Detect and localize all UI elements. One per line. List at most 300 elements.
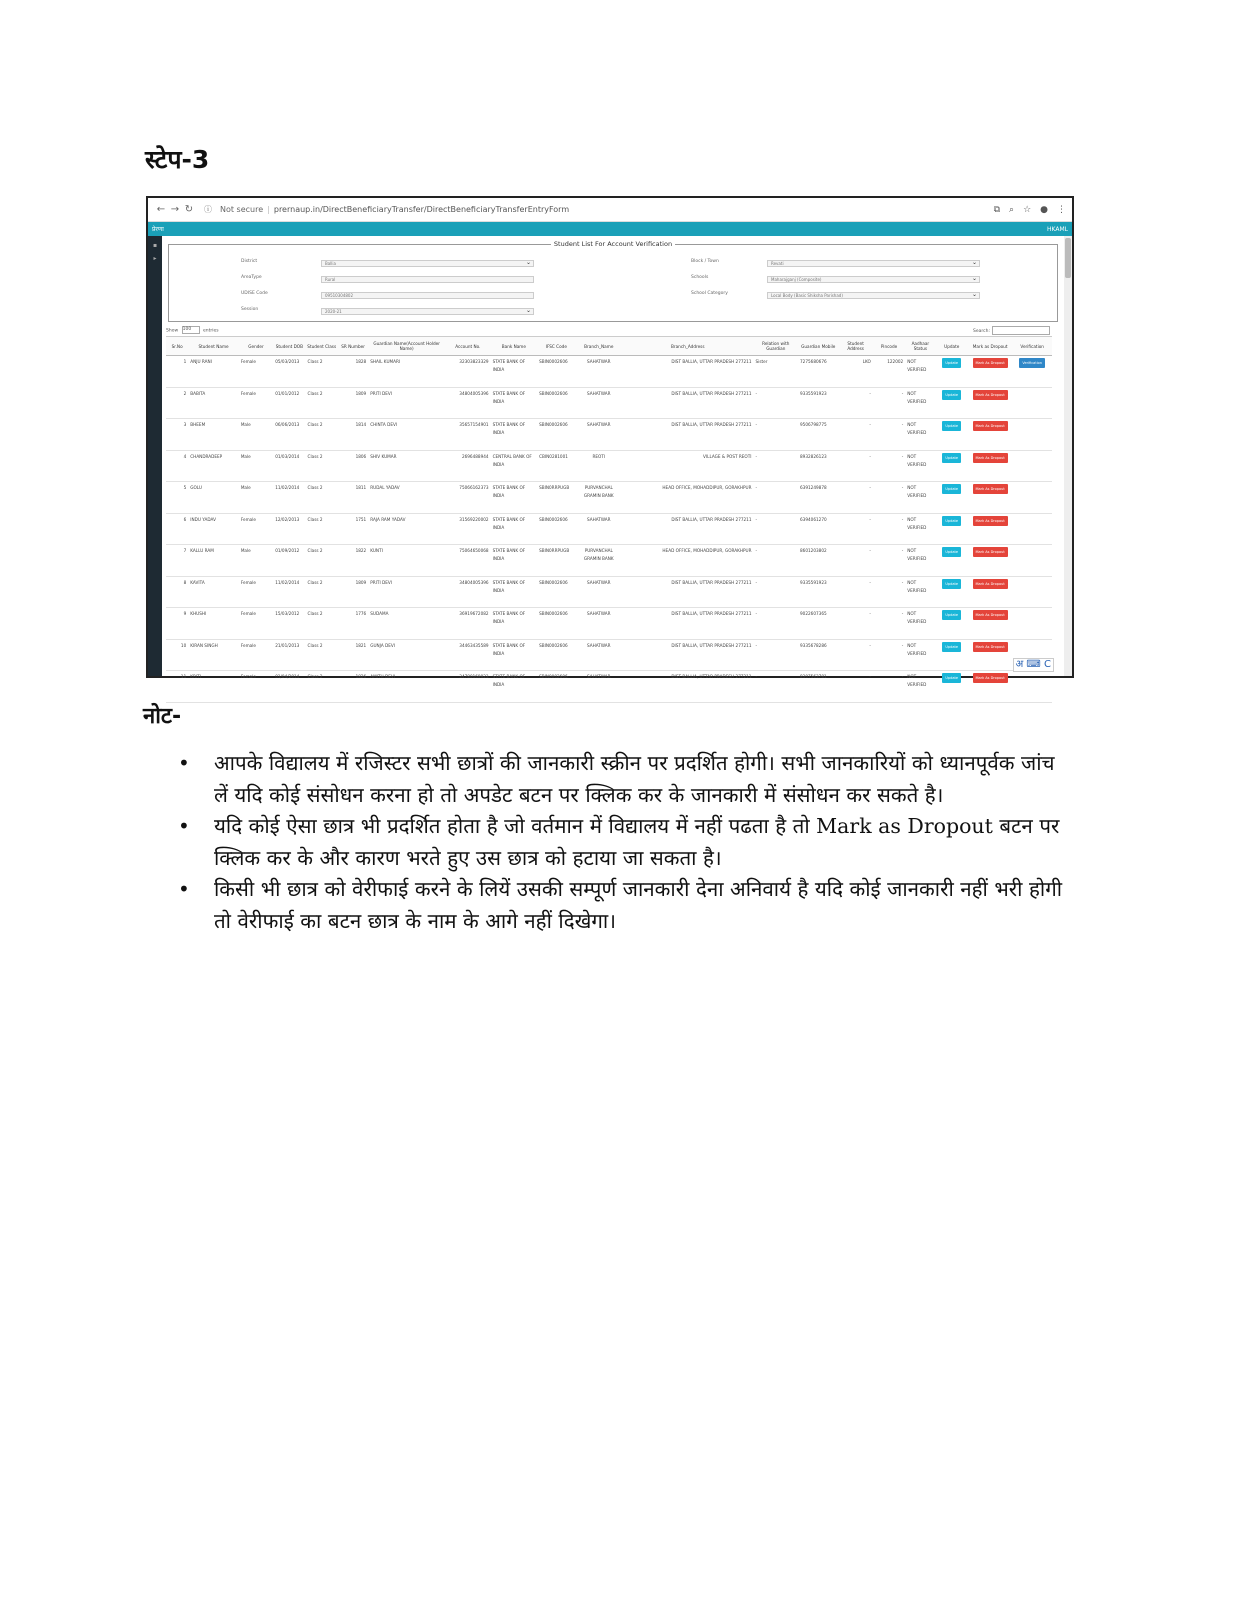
column-header[interactable]: Branch_Address bbox=[622, 337, 753, 356]
schools-select[interactable]: Maharajganj (Composite) ⌄ bbox=[767, 276, 980, 283]
cell-sr: 7 bbox=[166, 545, 188, 577]
cell-guardian: KUNTI bbox=[368, 545, 445, 577]
cell-pin: - bbox=[873, 387, 905, 419]
cell-saddr: - bbox=[838, 450, 872, 482]
block-select[interactable]: Revati ⌄ bbox=[767, 260, 980, 267]
cell-dropout bbox=[968, 639, 1013, 671]
update-button[interactable]: Update bbox=[942, 390, 961, 400]
cell-bank: STATE BANK OF INDIA bbox=[491, 639, 538, 671]
cell-verify bbox=[1012, 482, 1052, 514]
cell-bank: STATE BANK OF INDIA bbox=[491, 387, 538, 419]
cell-ifsc: SBIN0RRPUGB bbox=[537, 482, 575, 514]
update-button[interactable]: Update bbox=[942, 421, 961, 431]
cell-aadhaar: NOT VERIFIED bbox=[905, 450, 935, 482]
browser-toolbar: ← → ↻ ⓘ Not secure | prernaup.in/DirectBeneficiaryTransfer/DirectBeneficiaryTransferEntryForm ⧉ ⌕ ☆ ● ⋮ bbox=[148, 198, 1072, 222]
session-label: Session bbox=[241, 307, 259, 312]
cell-address: DIST BALLIA, UTTAR PRADESH 277211 bbox=[622, 608, 753, 640]
cell-cls: Class 2 bbox=[306, 419, 338, 451]
column-header[interactable]: Sr.No bbox=[166, 337, 188, 356]
block-label: Block / Town bbox=[691, 259, 719, 264]
cell-cls: Class 2 bbox=[306, 608, 338, 640]
cell-bank: CENTRAL BANK OF INDIA bbox=[491, 450, 538, 482]
search-input[interactable] bbox=[992, 326, 1050, 335]
cell-relation: Sister bbox=[754, 356, 799, 388]
cell-dropout bbox=[968, 419, 1013, 451]
cell-gender: Female bbox=[239, 608, 273, 640]
cell-branch: SAHATWAR bbox=[576, 513, 623, 545]
cell-dropout bbox=[968, 608, 1013, 640]
cell-mobile: 9335678286 bbox=[798, 639, 838, 671]
cell-address: HEAD OFFICE, MOHADDIPUR, GORAKHPUR bbox=[622, 545, 753, 577]
column-header[interactable]: Bank Name bbox=[491, 337, 538, 356]
cell-srn: 1828 bbox=[338, 356, 368, 388]
cell-sr: 3 bbox=[166, 419, 188, 451]
cell-pin: - bbox=[873, 608, 905, 640]
cell-sr: 2 bbox=[166, 387, 188, 419]
cell-dob: 21/01/2013 bbox=[273, 639, 305, 671]
cell-sr: 6 bbox=[166, 513, 188, 545]
cell-mobile: 9335591923 bbox=[798, 387, 838, 419]
translate-icon[interactable]: ⧉ bbox=[993, 204, 1001, 215]
cell-acc: 36919672082 bbox=[445, 608, 491, 640]
table-row bbox=[166, 671, 1052, 703]
cell-guardian: GUNJA DEVI bbox=[368, 639, 445, 671]
cell-dob: 15/03/2012 bbox=[273, 608, 305, 640]
cell-address: DIST BALLIA, UTTAR PRADESH 277211 bbox=[622, 513, 753, 545]
cell-name: CHANDRADEEP bbox=[188, 450, 239, 482]
cell-cls: Class 2 bbox=[306, 387, 338, 419]
cell-update bbox=[936, 576, 968, 608]
cell-pin: - bbox=[873, 482, 905, 514]
cell-srn: 1776 bbox=[338, 608, 368, 640]
cell-bank: STATE BANK OF INDIA bbox=[491, 608, 538, 640]
note-title: नोट- bbox=[143, 704, 182, 729]
column-header[interactable]: Update bbox=[936, 337, 968, 356]
table-row bbox=[166, 419, 1052, 451]
column-header[interactable]: SR Number bbox=[338, 337, 368, 356]
cell-mobile: 7275680676 bbox=[798, 356, 838, 388]
cell-name: KAVITA bbox=[188, 576, 239, 608]
screenshot-frame bbox=[146, 196, 1074, 687]
mark-dropout-button[interactable]: Mark As Dropout bbox=[973, 547, 1008, 557]
column-header[interactable]: Pincode bbox=[873, 337, 905, 356]
mark-dropout-button[interactable]: Mark As Dropout bbox=[973, 484, 1008, 494]
verification-button[interactable]: Verification bbox=[1019, 358, 1045, 368]
cell-dob: 11/02/2014 bbox=[273, 576, 305, 608]
cell-mobile: 9022607365 bbox=[798, 608, 838, 640]
update-button[interactable]: Update bbox=[942, 579, 961, 589]
schools-label: Schools bbox=[691, 275, 709, 280]
cell-name: BABITA bbox=[188, 387, 239, 419]
cell-srn: 1821 bbox=[338, 639, 368, 671]
cell-aadhaar: NOT VERIFIED bbox=[905, 576, 935, 608]
cell-acc: 2696488944 bbox=[445, 450, 491, 482]
star-icon[interactable]: ☆ bbox=[1023, 204, 1032, 215]
cell-gender: Female bbox=[239, 513, 273, 545]
cell-dropout bbox=[968, 671, 1013, 703]
cell-address: HEAD OFFICE, MOHADDIPUR, GORAKHPUR bbox=[622, 482, 753, 514]
cell-saddr: - bbox=[838, 576, 872, 608]
cell-dob: 05/03/2013 bbox=[273, 356, 305, 388]
table-row bbox=[166, 513, 1052, 545]
cell-verify bbox=[1012, 671, 1052, 703]
cell-srn: 1809 bbox=[338, 387, 368, 419]
note-item: • आपके विद्यालय में रजिस्टर सभी छात्रों की जानकारी स्क्रीन पर प्रदर्शित होगी। सभी जानकारियों को ध्यानपूर्वक जांच लें यदि कोई संसोधन करना हो तो अपडेट बटन पर क्लिक कर के जानकारी में संसोधन कर सकते है। bbox=[178, 748, 1073, 811]
user-name[interactable]: HKAML bbox=[1047, 225, 1068, 233]
cell-aadhaar: NOT VERIFIED bbox=[905, 671, 935, 703]
cell-ifsc: CBIN0281001 bbox=[537, 450, 575, 482]
cell-relation: - bbox=[754, 387, 799, 419]
cell-ifsc: SBIN0002606 bbox=[537, 387, 575, 419]
cell-verify bbox=[1012, 450, 1052, 482]
cell-relation: - bbox=[754, 576, 799, 608]
entries-select[interactable]: 100 bbox=[182, 326, 200, 334]
cell-sr: 4 bbox=[166, 450, 188, 482]
cell-acc: 34463435589 bbox=[445, 639, 491, 671]
cell-aadhaar: NOT VERIFIED bbox=[905, 482, 935, 514]
column-header[interactable]: Student Name bbox=[188, 337, 239, 356]
mark-dropout-button[interactable]: Mark As Dropout bbox=[973, 610, 1008, 620]
cell-branch: SAHATWAR bbox=[576, 356, 623, 388]
cell-pin: - bbox=[873, 513, 905, 545]
scrollbar[interactable] bbox=[1064, 236, 1072, 676]
cell-address: DIST BALLIA, UTTAR PRADESH 277211 bbox=[622, 419, 753, 451]
entries-control: Show 100 entries bbox=[166, 327, 219, 334]
mark-dropout-button[interactable]: Mark As Dropout bbox=[973, 358, 1008, 368]
column-header[interactable]: Guardian Mobile bbox=[798, 337, 838, 356]
cell-relation: - bbox=[754, 450, 799, 482]
column-header[interactable]: Gender bbox=[239, 337, 273, 356]
cell-gender: Female bbox=[239, 356, 273, 388]
cell-relation: - bbox=[754, 639, 799, 671]
cell-aadhaar: NOT VERIFIED bbox=[905, 639, 935, 671]
cell-relation: - bbox=[754, 419, 799, 451]
cell-address: DIST BALLIA, UTTAR PRADESH 277211 bbox=[622, 576, 753, 608]
udise-label: UDISE Code bbox=[241, 291, 268, 296]
cell-branch: SAHATWAR bbox=[576, 419, 623, 451]
column-header[interactable]: Guardian Name(Account Holder Name) bbox=[368, 337, 445, 356]
address-bar[interactable]: prernaup.in/DirectBeneficiaryTransfer/DirectBeneficiaryTransferEntryForm bbox=[273, 205, 570, 214]
column-header[interactable]: Student Address bbox=[838, 337, 872, 356]
table-row bbox=[166, 545, 1052, 577]
mark-dropout-button[interactable]: Mark As Dropout bbox=[973, 673, 1008, 683]
chevron-down-icon: ⌄ bbox=[525, 259, 531, 266]
cell-guardian: PRITI DEVI bbox=[368, 387, 445, 419]
cell-relation: - bbox=[754, 671, 799, 703]
cell-srn: 1751 bbox=[338, 513, 368, 545]
cell-acc: 32303823329 bbox=[445, 356, 491, 388]
mark-dropout-button[interactable]: Mark As Dropout bbox=[973, 642, 1008, 652]
chevron-down-icon: ⌄ bbox=[525, 307, 531, 314]
menu-icon[interactable]: ⋮ bbox=[1057, 204, 1066, 215]
cell-srn: 1811 bbox=[338, 482, 368, 514]
app-brand[interactable]: प्रेरणा bbox=[152, 226, 164, 233]
cell-cls: Class 2 bbox=[306, 671, 338, 703]
reload-icon[interactable]: ↻ bbox=[184, 204, 194, 215]
cell-ifsc: SBIN0002606 bbox=[537, 671, 575, 703]
cell-pin: - bbox=[873, 671, 905, 703]
cell-pin: - bbox=[873, 419, 905, 451]
cell-gender: Male bbox=[239, 482, 273, 514]
cell-bank: STATE BANK OF INDIA bbox=[491, 356, 538, 388]
cell-verify bbox=[1012, 387, 1052, 419]
cell-update bbox=[936, 387, 968, 419]
cell-dob: 01/09/2012 bbox=[273, 545, 305, 577]
cell-dob: 01/04/2014 bbox=[273, 671, 305, 703]
update-button[interactable]: Update bbox=[942, 516, 961, 526]
mark-dropout-button[interactable]: Mark As Dropout bbox=[973, 421, 1008, 431]
mark-dropout-button[interactable]: Mark As Dropout bbox=[973, 579, 1008, 589]
cell-ifsc: SBIN0RRPUGB bbox=[537, 545, 575, 577]
column-header[interactable]: Relation with Guardian bbox=[754, 337, 799, 356]
cell-relation: - bbox=[754, 513, 799, 545]
cell-gender: Male bbox=[239, 419, 273, 451]
areatype-label: AreaType bbox=[241, 275, 262, 280]
cell-dob: 01/03/2014 bbox=[273, 450, 305, 482]
cell-guardian: RUDAL YADAV bbox=[368, 482, 445, 514]
update-button[interactable]: Update bbox=[942, 453, 961, 463]
cell-saddr: - bbox=[838, 387, 872, 419]
cell-acc: 75064650068 bbox=[445, 545, 491, 577]
cell-saddr: - bbox=[838, 513, 872, 545]
cell-cls: Class 2 bbox=[306, 545, 338, 577]
cell-pin: - bbox=[873, 545, 905, 577]
cell-acc: 31569220002 bbox=[445, 513, 491, 545]
cell-aadhaar: NOT VERIFIED bbox=[905, 387, 935, 419]
cell-cls: Class 2 bbox=[306, 639, 338, 671]
cell-srn: 1826 bbox=[338, 671, 368, 703]
column-header[interactable]: Account No. bbox=[445, 337, 491, 356]
cell-address: VILLAGE & POST REOTI bbox=[622, 450, 753, 482]
mark-dropout-button[interactable]: Mark As Dropout bbox=[973, 390, 1008, 400]
notes-list bbox=[178, 748, 1073, 937]
cell-guardian: SUDAMA bbox=[368, 608, 445, 640]
cell-srn: 1806 bbox=[338, 450, 368, 482]
cell-bank: STATE BANK OF INDIA bbox=[491, 671, 538, 703]
cell-aadhaar: NOT VERIFIED bbox=[905, 513, 935, 545]
cell-saddr: - bbox=[838, 671, 872, 703]
cell-sr: 1 bbox=[166, 356, 188, 388]
cell-update bbox=[936, 450, 968, 482]
cell-branch: SAHATWAR bbox=[576, 639, 623, 671]
cell-mobile: 6394061270 bbox=[798, 513, 838, 545]
cell-aadhaar: NOT VERIFIED bbox=[905, 545, 935, 577]
cell-pin: 122002 bbox=[873, 356, 905, 388]
note-item: • किसी भी छात्र को वेरीफाई करने के लियें उसकी सम्पूर्ण जानकारी देना अनिवार्य है यदि कोई जानकारी नहीं भरी होगी तो वेरीफाई का बटन छात्र के नाम के आगे नहीं दिखेगा। bbox=[178, 874, 1073, 937]
cell-relation: - bbox=[754, 608, 799, 640]
cell-mobile: 8932826123 bbox=[798, 450, 838, 482]
cell-aadhaar: NOT VERIFIED bbox=[905, 608, 935, 640]
mark-dropout-button[interactable]: Mark As Dropout bbox=[973, 453, 1008, 463]
category-label: School Category bbox=[691, 291, 728, 296]
cell-address: DIST BALLIA, UTTAR PRADESH 277211 bbox=[622, 639, 753, 671]
update-button[interactable]: Update bbox=[942, 547, 961, 557]
chevron-down-icon: ⌄ bbox=[971, 259, 977, 266]
cell-mobile: 6391249878 bbox=[798, 482, 838, 514]
cell-branch: PURVANCHAL GRAMIN BANK bbox=[576, 482, 623, 514]
cell-bank: STATE BANK OF INDIA bbox=[491, 513, 538, 545]
info-icon[interactable]: ⓘ bbox=[204, 205, 212, 214]
cell-cls: Class 2 bbox=[306, 576, 338, 608]
update-button[interactable]: Update bbox=[942, 484, 961, 494]
sidebar bbox=[148, 236, 162, 676]
menu-toggle-icon[interactable]: ▸ bbox=[153, 255, 157, 262]
column-header[interactable]: IFSC Code bbox=[537, 337, 575, 356]
cell-pin: - bbox=[873, 576, 905, 608]
chevron-down-icon: ⌄ bbox=[971, 291, 977, 298]
cell-saddr: - bbox=[838, 608, 872, 640]
cell-guardian: AMITH DEVI bbox=[368, 671, 445, 703]
cell-gender: Male bbox=[239, 450, 273, 482]
cell-dropout bbox=[968, 576, 1013, 608]
district-label: District bbox=[241, 259, 258, 264]
cell-branch: SAHATWAR bbox=[576, 576, 623, 608]
cell-name: BHEEM bbox=[188, 419, 239, 451]
cell-saddr: LKO bbox=[838, 356, 872, 388]
forward-arrow-icon[interactable]: → bbox=[170, 204, 180, 215]
table-row bbox=[166, 450, 1052, 482]
category-select[interactable]: Local Body (Basic Shiksha Parishad) ⌄ bbox=[767, 292, 980, 299]
table-row bbox=[166, 608, 1052, 640]
cell-pin: - bbox=[873, 450, 905, 482]
cell-name: KHUSHI bbox=[188, 608, 239, 640]
cell-gender: Female bbox=[239, 671, 273, 703]
cell-mobile: 8307563781 bbox=[798, 671, 838, 703]
cell-verify bbox=[1012, 356, 1052, 388]
cell-gender: Female bbox=[239, 387, 273, 419]
session-select[interactable]: 2020-21 ⌄ bbox=[321, 308, 534, 315]
cell-bank: STATE BANK OF INDIA bbox=[491, 576, 538, 608]
cell-update bbox=[936, 356, 968, 388]
cell-guardian: RAJA RAM YADAV bbox=[368, 513, 445, 545]
cell-dropout bbox=[968, 450, 1013, 482]
step-title: स्टेप-3 bbox=[145, 145, 210, 174]
cell-aadhaar: NOT VERIFIED bbox=[905, 356, 935, 388]
cell-dropout bbox=[968, 513, 1013, 545]
column-header[interactable]: Mark as Dropout bbox=[968, 337, 1013, 356]
cell-pin: - bbox=[873, 639, 905, 671]
cell-dropout bbox=[968, 545, 1013, 577]
cell-saddr: - bbox=[838, 482, 872, 514]
cell-update bbox=[936, 419, 968, 451]
section-title: Student List For Account Verification bbox=[551, 240, 675, 248]
cell-ifsc: SBIN0002606 bbox=[537, 639, 575, 671]
column-header[interactable]: Branch_Name bbox=[576, 337, 623, 356]
app-header bbox=[148, 222, 1072, 236]
cell-acc: 35657154901 bbox=[445, 419, 491, 451]
dashboard-icon[interactable]: ▪ bbox=[152, 242, 158, 249]
column-header[interactable]: Verification bbox=[1012, 337, 1052, 356]
note-item: • यदि कोई ऐसा छात्र भी प्रदर्शित होता है जो वर्तमान में विद्यालय में नहीं पढता है तो Mark as Dropout बटन पर क्लिक कर के और कारण भरते हुए उस छात्र को हटाया जा सकता है। bbox=[178, 811, 1073, 874]
cell-aadhaar: NOT VERIFIED bbox=[905, 419, 935, 451]
back-arrow-icon[interactable]: ← bbox=[156, 204, 166, 215]
cell-verify bbox=[1012, 513, 1052, 545]
cell-sr: 8 bbox=[166, 576, 188, 608]
table-row bbox=[166, 576, 1052, 608]
cell-branch: SAHATWAR bbox=[576, 387, 623, 419]
cell-update bbox=[936, 482, 968, 514]
table-row bbox=[166, 356, 1052, 388]
cell-name: KALLU RAM bbox=[188, 545, 239, 577]
column-header[interactable]: Student Class bbox=[306, 337, 338, 356]
update-button[interactable]: Update bbox=[942, 642, 961, 652]
chevron-down-icon: ⌄ bbox=[971, 275, 977, 282]
zoom-icon[interactable]: ⌕ bbox=[1009, 204, 1015, 215]
cell-address: DIST BALLIA, UTTAR PRADESH 277211 bbox=[622, 356, 753, 388]
cell-ifsc: SBIN0002606 bbox=[537, 513, 575, 545]
cell-srn: 1822 bbox=[338, 545, 368, 577]
cell-mobile: 9335591923 bbox=[798, 576, 838, 608]
cell-verify bbox=[1012, 545, 1052, 577]
udise-field[interactable]: 09510304802 bbox=[321, 292, 534, 299]
cell-name: INDU YADAV bbox=[188, 513, 239, 545]
cell-verify bbox=[1012, 608, 1052, 640]
cell-saddr: - bbox=[838, 545, 872, 577]
cell-acc: 34780169923 bbox=[445, 671, 491, 703]
cell-branch: PURVANCHAL GRAMIN BANK bbox=[576, 545, 623, 577]
cell-sr: 11 bbox=[166, 671, 188, 703]
cell-address: DIST BALLIA, UTTAR PRADESH 277211 bbox=[622, 387, 753, 419]
cell-address: DIST BALLIA, UTTAR PRADESH 277211 bbox=[622, 671, 753, 703]
mark-dropout-button[interactable]: Mark As Dropout bbox=[973, 516, 1008, 526]
cell-branch: SAHATWAR bbox=[576, 671, 623, 703]
cell-relation: - bbox=[754, 545, 799, 577]
cell-dob: 12/02/2013 bbox=[273, 513, 305, 545]
cell-ifsc: SBIN0002606 bbox=[537, 419, 575, 451]
account-icon[interactable]: ● bbox=[1040, 204, 1048, 215]
cell-verify bbox=[1012, 576, 1052, 608]
cell-update bbox=[936, 671, 968, 703]
cell-gender: Female bbox=[239, 639, 273, 671]
cell-sr: 9 bbox=[166, 608, 188, 640]
cell-name: KIRAN SINGH bbox=[188, 639, 239, 671]
cell-verify bbox=[1012, 419, 1052, 451]
cell-mobile: 8601203802 bbox=[798, 545, 838, 577]
cell-guardian: SHIV KUMAR bbox=[368, 450, 445, 482]
cell-mobile: 9506798775 bbox=[798, 419, 838, 451]
cell-acc: 75066162373 bbox=[445, 482, 491, 514]
table-row bbox=[166, 639, 1052, 671]
cell-update bbox=[936, 513, 968, 545]
areatype-field[interactable]: Rural bbox=[321, 276, 534, 283]
cell-cls: Class 2 bbox=[306, 356, 338, 388]
table-row bbox=[166, 482, 1052, 514]
cell-saddr: - bbox=[838, 419, 872, 451]
cell-dropout bbox=[968, 356, 1013, 388]
cell-bank: STATE BANK OF INDIA bbox=[491, 545, 538, 577]
cell-branch: REOTI bbox=[576, 450, 623, 482]
update-button[interactable]: Update bbox=[942, 358, 961, 368]
cell-dob: 06/06/2013 bbox=[273, 419, 305, 451]
cell-cls: Class 2 bbox=[306, 482, 338, 514]
district-select[interactable]: Ballia ⌄ bbox=[321, 260, 534, 267]
cell-ifsc: SBIN0002606 bbox=[537, 608, 575, 640]
cell-guardian: PRITI DEVI bbox=[368, 576, 445, 608]
update-button[interactable]: Update bbox=[942, 610, 961, 620]
cell-update bbox=[936, 608, 968, 640]
update-button[interactable]: Update bbox=[942, 673, 961, 683]
cell-saddr: - bbox=[838, 639, 872, 671]
keyboard-badge[interactable]: अ ⌨ C bbox=[1013, 658, 1054, 672]
cell-dropout bbox=[968, 387, 1013, 419]
cell-ifsc: SBIN0002606 bbox=[537, 356, 575, 388]
cell-guardian: CHINTA DEVI bbox=[368, 419, 445, 451]
search-control: Search: bbox=[973, 326, 1050, 335]
student-table bbox=[166, 336, 1052, 703]
column-header[interactable]: Aadhaar Status bbox=[905, 337, 935, 356]
cell-dob: 01/01/2012 bbox=[273, 387, 305, 419]
column-header[interactable]: Student DOB bbox=[273, 337, 305, 356]
